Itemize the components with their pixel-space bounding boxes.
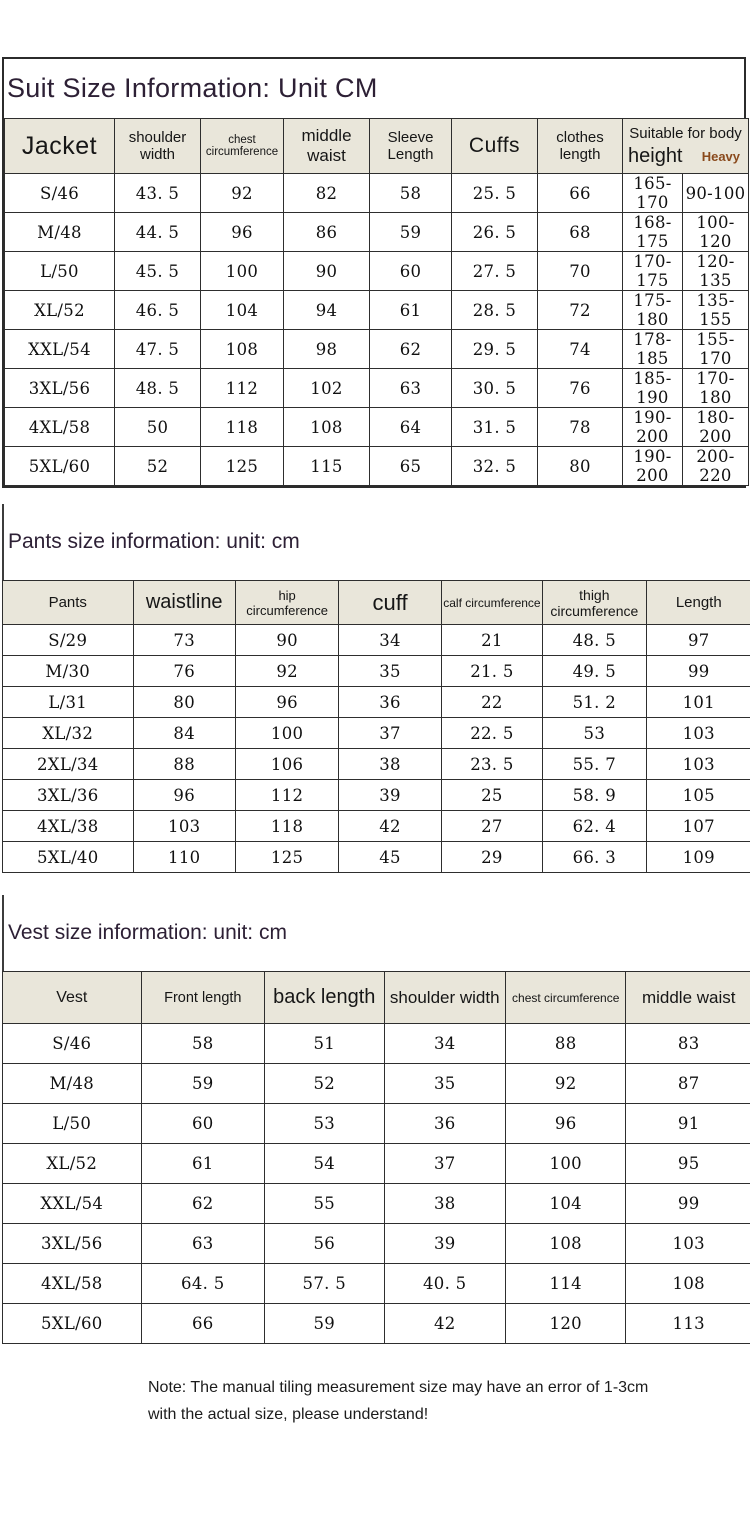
value-cell: 28. 5 bbox=[452, 291, 538, 330]
value-cell: 88 bbox=[133, 749, 235, 780]
value-cell: 74 bbox=[538, 330, 623, 369]
pants-size-table bbox=[2, 580, 750, 873]
value-cell: 96 bbox=[235, 687, 338, 718]
value-cell: 42 bbox=[384, 1304, 505, 1344]
value-cell: 37 bbox=[384, 1144, 505, 1184]
value-cell: 47. 5 bbox=[115, 330, 201, 369]
waistline-col-header: waistline bbox=[133, 581, 235, 625]
value-cell: 80 bbox=[133, 687, 235, 718]
vest-col-header: Vest bbox=[3, 972, 142, 1024]
value-cell: 65 bbox=[370, 447, 452, 486]
value-cell: 46. 5 bbox=[115, 291, 201, 330]
value-cell: 66 bbox=[538, 174, 623, 213]
value-cell: 63 bbox=[370, 369, 452, 408]
value-cell: 103 bbox=[646, 718, 750, 749]
value-cell: 36 bbox=[339, 687, 441, 718]
table-row bbox=[5, 252, 749, 291]
value-cell: 100 bbox=[201, 252, 284, 291]
value-cell: 56 bbox=[265, 1224, 384, 1264]
jacket-header-row bbox=[5, 119, 749, 174]
table-row bbox=[3, 811, 750, 842]
value-cell: 66 bbox=[141, 1304, 264, 1344]
value-cell: 92 bbox=[201, 174, 284, 213]
value-cell: 108 bbox=[201, 330, 284, 369]
value-cell: 55. 7 bbox=[543, 749, 646, 780]
table-row bbox=[3, 1024, 750, 1064]
value-cell: 38 bbox=[384, 1184, 505, 1224]
value-cell: 52 bbox=[115, 447, 201, 486]
value-cell: 60 bbox=[141, 1104, 264, 1144]
value-cell: 90 bbox=[284, 252, 370, 291]
vest-table-body bbox=[3, 1024, 750, 1344]
table-row bbox=[3, 842, 750, 873]
value-cell: 91 bbox=[626, 1104, 750, 1144]
table-row bbox=[3, 749, 750, 780]
table-row bbox=[5, 369, 749, 408]
value-cell: 22. 5 bbox=[441, 718, 542, 749]
value-cell: 64 bbox=[370, 408, 452, 447]
value-cell: 21 bbox=[441, 625, 542, 656]
value-cell: 43. 5 bbox=[115, 174, 201, 213]
value-cell: 98 bbox=[284, 330, 370, 369]
value-cell: 34 bbox=[339, 625, 441, 656]
size-label-cell: 5XL/40 bbox=[3, 842, 134, 873]
shoulder-width-col-header: shoulder width bbox=[115, 119, 201, 174]
value-cell: 118 bbox=[201, 408, 284, 447]
value-cell: 96 bbox=[505, 1104, 625, 1144]
clothes-length-col-header: clothes length bbox=[538, 119, 623, 174]
value-cell: 27 bbox=[441, 811, 542, 842]
table-row bbox=[3, 1304, 750, 1344]
value-cell: 96 bbox=[133, 780, 235, 811]
value-cell: 180-200 bbox=[683, 408, 749, 447]
value-cell: 110 bbox=[133, 842, 235, 873]
value-cell: 90 bbox=[235, 625, 338, 656]
table-row bbox=[5, 213, 749, 252]
value-cell: 63 bbox=[141, 1224, 264, 1264]
value-cell: 112 bbox=[235, 780, 338, 811]
value-cell: 34 bbox=[384, 1024, 505, 1064]
value-cell: 70 bbox=[538, 252, 623, 291]
size-label-cell: S/46 bbox=[5, 174, 115, 213]
size-label-cell: L/50 bbox=[5, 252, 115, 291]
value-cell: 59 bbox=[370, 213, 452, 252]
value-cell: 102 bbox=[284, 369, 370, 408]
value-cell: 25. 5 bbox=[452, 174, 538, 213]
table-row bbox=[3, 1104, 750, 1144]
value-cell: 58 bbox=[141, 1024, 264, 1064]
value-cell: 51. 2 bbox=[543, 687, 646, 718]
value-cell: 76 bbox=[133, 656, 235, 687]
cuffs-col-header: Cuffs bbox=[452, 119, 538, 174]
value-cell: 36 bbox=[384, 1104, 505, 1144]
size-label-cell: 4XL/38 bbox=[3, 811, 134, 842]
value-cell: 103 bbox=[626, 1224, 750, 1264]
value-cell: 114 bbox=[505, 1264, 625, 1304]
note-line-2: with the actual size, please understand! bbox=[148, 1401, 750, 1428]
size-label-cell: L/31 bbox=[3, 687, 134, 718]
size-label-cell: 2XL/34 bbox=[3, 749, 134, 780]
value-cell: 37 bbox=[339, 718, 441, 749]
table-row bbox=[5, 174, 749, 213]
vest-middle-waist-col-header: middle waist bbox=[626, 972, 750, 1024]
value-cell: 88 bbox=[505, 1024, 625, 1064]
jacket-col-header: Jacket bbox=[5, 119, 115, 174]
value-cell: 115 bbox=[284, 447, 370, 486]
table-row bbox=[3, 718, 750, 749]
value-cell: 53 bbox=[265, 1104, 384, 1144]
suit-size-title: Suit Size Information: Unit CM bbox=[4, 59, 744, 118]
table-row bbox=[3, 1184, 750, 1224]
value-cell: 104 bbox=[505, 1184, 625, 1224]
value-cell: 97 bbox=[646, 625, 750, 656]
value-cell: 59 bbox=[265, 1304, 384, 1344]
pants-header-row bbox=[3, 581, 750, 625]
table-row bbox=[5, 408, 749, 447]
value-cell: 168-175 bbox=[623, 213, 683, 252]
value-cell: 60 bbox=[370, 252, 452, 291]
size-label-cell: 5XL/60 bbox=[3, 1304, 142, 1344]
value-cell: 59 bbox=[141, 1064, 264, 1104]
value-cell: 27. 5 bbox=[452, 252, 538, 291]
value-cell: 29. 5 bbox=[452, 330, 538, 369]
table-row bbox=[5, 447, 749, 486]
jacket-section bbox=[2, 57, 746, 488]
value-cell: 112 bbox=[201, 369, 284, 408]
value-cell: 190-200 bbox=[623, 408, 683, 447]
vest-size-table bbox=[2, 971, 750, 1344]
value-cell: 96 bbox=[201, 213, 284, 252]
cuff-col-header: cuff bbox=[339, 581, 441, 625]
table-row bbox=[3, 1264, 750, 1304]
value-cell: 80 bbox=[538, 447, 623, 486]
table-row bbox=[3, 1064, 750, 1104]
value-cell: 90-100 bbox=[683, 174, 749, 213]
value-cell: 200-220 bbox=[683, 447, 749, 486]
value-cell: 78 bbox=[538, 408, 623, 447]
thigh-circumference-col-header: thigh circumference bbox=[543, 581, 646, 625]
value-cell: 50 bbox=[115, 408, 201, 447]
size-label-cell: XL/52 bbox=[3, 1144, 142, 1184]
value-cell: 92 bbox=[235, 656, 338, 687]
vest-chest-circumference-col-header: chest circumference bbox=[505, 972, 625, 1024]
value-cell: 51 bbox=[265, 1024, 384, 1064]
value-cell: 52 bbox=[265, 1064, 384, 1104]
value-cell: 83 bbox=[626, 1024, 750, 1064]
value-cell: 39 bbox=[339, 780, 441, 811]
size-label-cell: XL/32 bbox=[3, 718, 134, 749]
value-cell: 53 bbox=[543, 718, 646, 749]
size-label-cell: XXL/54 bbox=[3, 1184, 142, 1224]
front-length-col-header: Front length bbox=[141, 972, 264, 1024]
value-cell: 108 bbox=[505, 1224, 625, 1264]
size-label-cell: S/46 bbox=[3, 1024, 142, 1064]
value-cell: 120-135 bbox=[683, 252, 749, 291]
size-label-cell: 3XL/56 bbox=[5, 369, 115, 408]
table-row bbox=[3, 780, 750, 811]
size-label-cell: L/50 bbox=[3, 1104, 142, 1144]
value-cell: 61 bbox=[370, 291, 452, 330]
hip-circumference-col-header: hip circumference bbox=[235, 581, 338, 625]
value-cell: 108 bbox=[626, 1264, 750, 1304]
value-cell: 42 bbox=[339, 811, 441, 842]
size-label-cell: XL/52 bbox=[5, 291, 115, 330]
value-cell: 58 bbox=[370, 174, 452, 213]
value-cell: 113 bbox=[626, 1304, 750, 1344]
value-cell: 87 bbox=[626, 1064, 750, 1104]
value-cell: 190-200 bbox=[623, 447, 683, 486]
value-cell: 45 bbox=[339, 842, 441, 873]
value-cell: 185-190 bbox=[623, 369, 683, 408]
value-cell: 44. 5 bbox=[115, 213, 201, 252]
value-cell: 58. 9 bbox=[543, 780, 646, 811]
table-row bbox=[3, 687, 750, 718]
value-cell: 106 bbox=[235, 749, 338, 780]
value-cell: 40. 5 bbox=[384, 1264, 505, 1304]
value-cell: 45. 5 bbox=[115, 252, 201, 291]
value-cell: 62 bbox=[370, 330, 452, 369]
table-row bbox=[3, 1144, 750, 1184]
size-label-cell: S/29 bbox=[3, 625, 134, 656]
value-cell: 68 bbox=[538, 213, 623, 252]
value-cell: 76 bbox=[538, 369, 623, 408]
size-label-cell: M/48 bbox=[5, 213, 115, 252]
value-cell: 38 bbox=[339, 749, 441, 780]
sleeve-length-col-header: Sleeve Length bbox=[370, 119, 452, 174]
value-cell: 23. 5 bbox=[441, 749, 542, 780]
value-cell: 120 bbox=[505, 1304, 625, 1344]
size-label-cell: M/30 bbox=[3, 656, 134, 687]
value-cell: 109 bbox=[646, 842, 750, 873]
value-cell: 22 bbox=[441, 687, 542, 718]
value-cell: 84 bbox=[133, 718, 235, 749]
size-label-cell: 4XL/58 bbox=[3, 1264, 142, 1304]
vest-header-row bbox=[3, 972, 750, 1024]
back-length-col-header: back length bbox=[265, 972, 384, 1024]
suitable-for-body-col-header bbox=[623, 119, 749, 174]
value-cell: 103 bbox=[133, 811, 235, 842]
middle-waist-col-header: middle waist bbox=[284, 119, 370, 174]
measurement-note bbox=[148, 1374, 750, 1428]
pants-size-title: Pants size information: unit: cm bbox=[2, 504, 746, 580]
value-cell: 64. 5 bbox=[141, 1264, 264, 1304]
length-col-header: Length bbox=[646, 581, 750, 625]
value-cell: 125 bbox=[235, 842, 338, 873]
value-cell: 101 bbox=[646, 687, 750, 718]
table-row bbox=[5, 291, 749, 330]
value-cell: 73 bbox=[133, 625, 235, 656]
size-label-cell: 4XL/58 bbox=[5, 408, 115, 447]
value-cell: 100 bbox=[235, 718, 338, 749]
value-cell: 118 bbox=[235, 811, 338, 842]
value-cell: 32. 5 bbox=[452, 447, 538, 486]
value-cell: 66. 3 bbox=[543, 842, 646, 873]
value-cell: 99 bbox=[626, 1184, 750, 1224]
table-row bbox=[3, 625, 750, 656]
value-cell: 107 bbox=[646, 811, 750, 842]
value-cell: 99 bbox=[646, 656, 750, 687]
value-cell: 35 bbox=[339, 656, 441, 687]
size-label-cell: 3XL/56 bbox=[3, 1224, 142, 1264]
value-cell: 31. 5 bbox=[452, 408, 538, 447]
value-cell: 61 bbox=[141, 1144, 264, 1184]
value-cell: 62. 4 bbox=[543, 811, 646, 842]
calf-circumference-col-header: calf circumference bbox=[441, 581, 542, 625]
size-label-cell: M/48 bbox=[3, 1064, 142, 1104]
vest-size-title: Vest size information: unit: cm bbox=[2, 895, 746, 971]
value-cell: 95 bbox=[626, 1144, 750, 1184]
table-row bbox=[5, 330, 749, 369]
value-cell: 108 bbox=[284, 408, 370, 447]
note-line-1: Note: The manual tiling measurement size may have an error of 1-3cm bbox=[148, 1374, 750, 1401]
value-cell: 86 bbox=[284, 213, 370, 252]
heavy-sub-header: Heavy bbox=[702, 149, 740, 164]
value-cell: 170-180 bbox=[683, 369, 749, 408]
pants-table-body bbox=[3, 625, 750, 873]
value-cell: 155-170 bbox=[683, 330, 749, 369]
value-cell: 170-175 bbox=[623, 252, 683, 291]
value-cell: 49. 5 bbox=[543, 656, 646, 687]
value-cell: 100 bbox=[505, 1144, 625, 1184]
height-sub-header: height bbox=[628, 145, 683, 168]
value-cell: 55 bbox=[265, 1184, 384, 1224]
value-cell: 39 bbox=[384, 1224, 505, 1264]
value-cell: 48. 5 bbox=[543, 625, 646, 656]
value-cell: 103 bbox=[646, 749, 750, 780]
table-row bbox=[3, 1224, 750, 1264]
value-cell: 135-155 bbox=[683, 291, 749, 330]
jacket-size-table bbox=[4, 118, 749, 486]
value-cell: 26. 5 bbox=[452, 213, 538, 252]
value-cell: 165-170 bbox=[623, 174, 683, 213]
value-cell: 25 bbox=[441, 780, 542, 811]
value-cell: 100-120 bbox=[683, 213, 749, 252]
value-cell: 30. 5 bbox=[452, 369, 538, 408]
size-label-cell: 5XL/60 bbox=[5, 447, 115, 486]
value-cell: 29 bbox=[441, 842, 542, 873]
value-cell: 21. 5 bbox=[441, 656, 542, 687]
value-cell: 125 bbox=[201, 447, 284, 486]
suitable-for-body-label: Suitable for body bbox=[623, 122, 748, 142]
value-cell: 92 bbox=[505, 1064, 625, 1104]
pants-col-header: Pants bbox=[3, 581, 134, 625]
value-cell: 54 bbox=[265, 1144, 384, 1184]
value-cell: 62 bbox=[141, 1184, 264, 1224]
value-cell: 82 bbox=[284, 174, 370, 213]
size-label-cell: XXL/54 bbox=[5, 330, 115, 369]
value-cell: 94 bbox=[284, 291, 370, 330]
jacket-table-body bbox=[5, 174, 749, 486]
value-cell: 104 bbox=[201, 291, 284, 330]
value-cell: 178-185 bbox=[623, 330, 683, 369]
value-cell: 175-180 bbox=[623, 291, 683, 330]
size-label-cell: 3XL/36 bbox=[3, 780, 134, 811]
value-cell: 72 bbox=[538, 291, 623, 330]
value-cell: 57. 5 bbox=[265, 1264, 384, 1304]
vest-shoulder-width-col-header: shoulder width bbox=[384, 972, 505, 1024]
value-cell: 105 bbox=[646, 780, 750, 811]
chest-circumference-col-header: chest circumference bbox=[201, 119, 284, 174]
value-cell: 48. 5 bbox=[115, 369, 201, 408]
value-cell: 35 bbox=[384, 1064, 505, 1104]
table-row bbox=[3, 656, 750, 687]
